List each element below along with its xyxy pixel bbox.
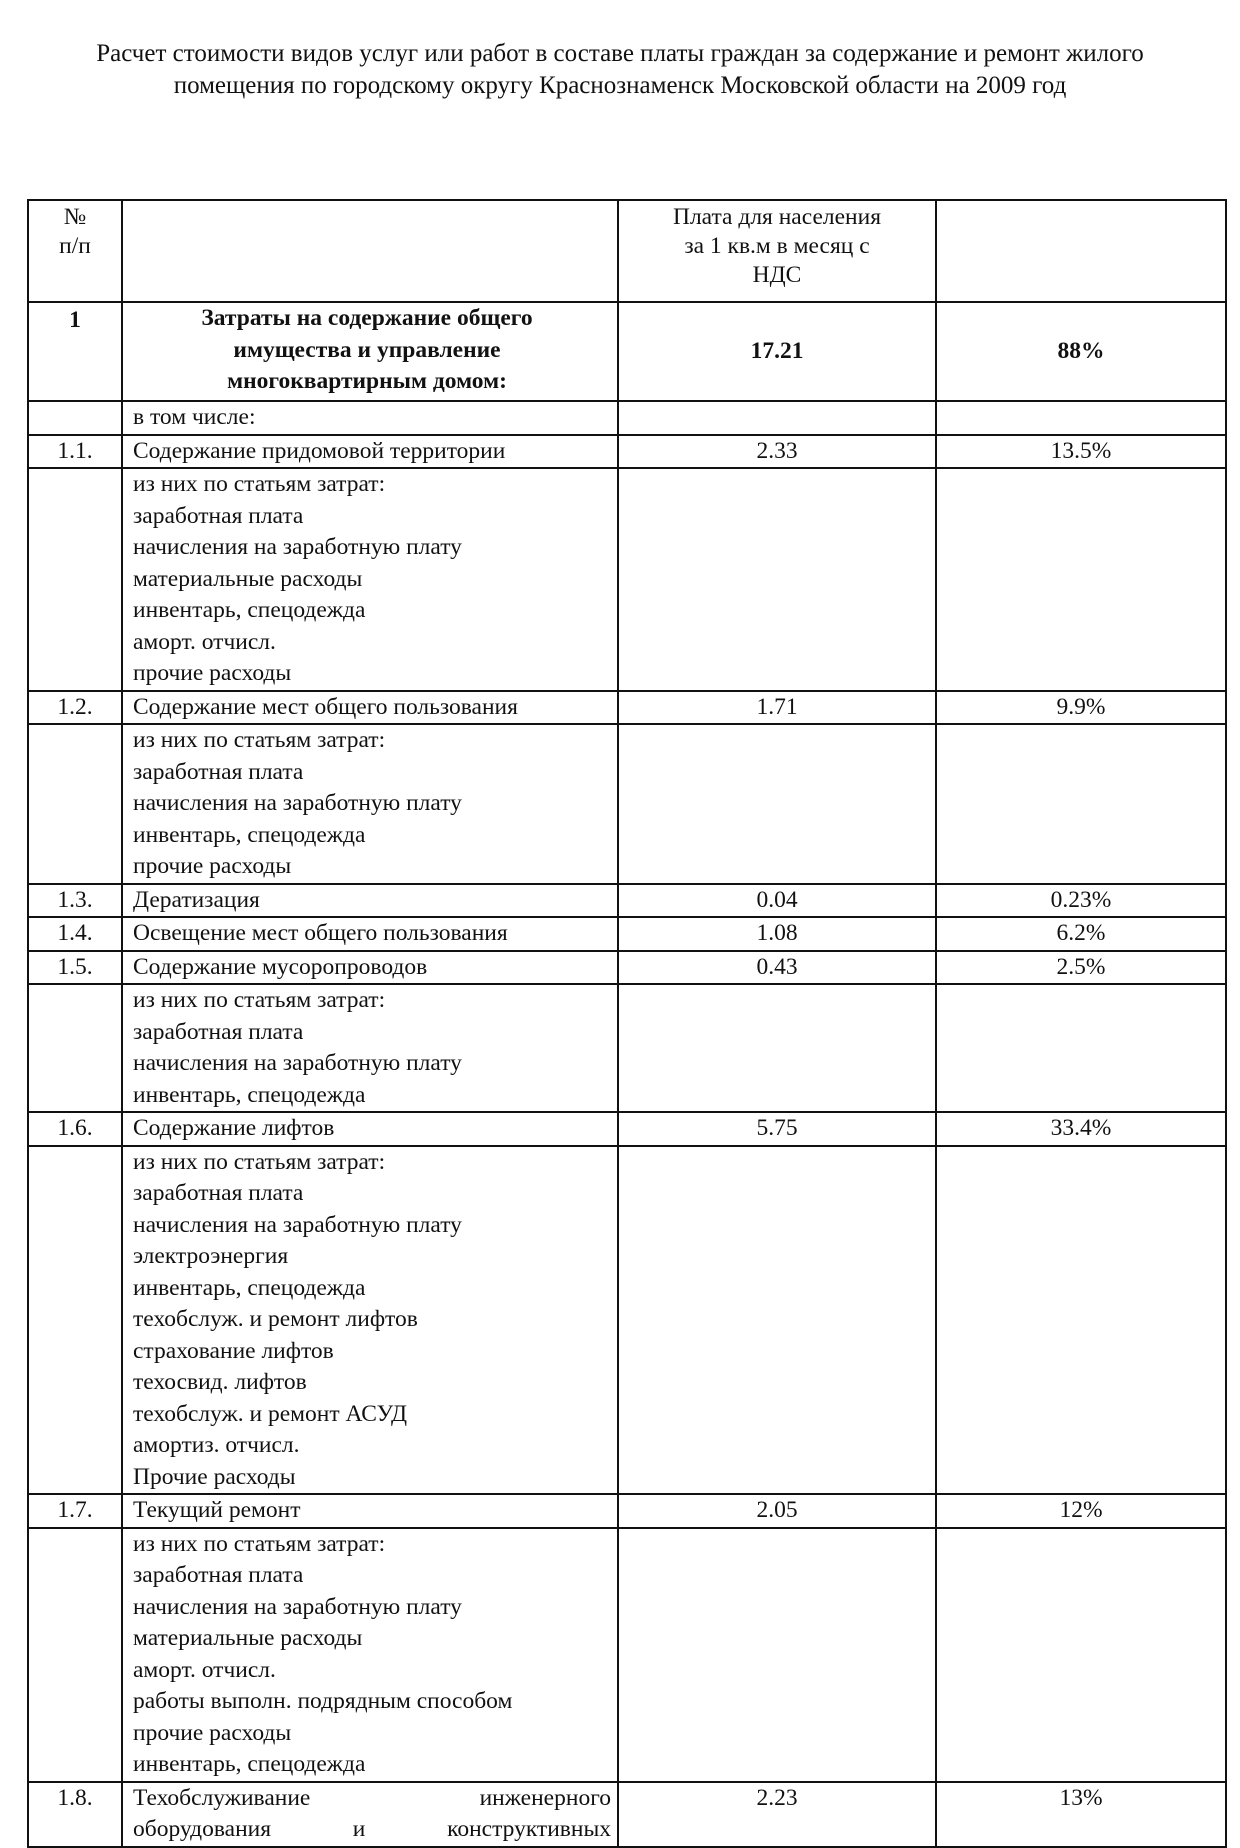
detail-row [28,1528,1226,1782]
detail-item: инвентарь, спецодежда [133,1274,366,1301]
detail-item: прочие расходы [133,660,292,686]
row-share: 12% [936,1494,1226,1528]
row-name: Текущий ремонт [122,1494,618,1528]
detail-item: заработная плата [133,758,304,785]
detail-item: электроэнергия [133,1243,289,1269]
row-share: 0.23% [936,884,1226,918]
detail-item: инвентарь, спецодежда [133,597,366,623]
detail-item: материальные расходы [133,565,363,592]
detail-item: заработная плата [133,1562,304,1588]
detail-item: начисления на заработную плату [133,1050,462,1076]
detail-item: из них по статьям затрат: [133,1148,386,1175]
detail-item: инвентарь, спецодежда [133,1751,366,1777]
row-share: 33.4% [936,1112,1226,1146]
section-share: 88% [936,302,1226,401]
row-name: Содержание лифтов [122,1112,618,1146]
row-num: 1.1. [28,435,122,469]
document-title [30,38,1210,102]
row-share: 2.5% [936,951,1226,985]
detail-item: инвентарь, спецодежда [133,821,366,848]
row-num: 1.6. [28,1112,122,1146]
section-name-line-1: Затраты на содержание общего [201,305,533,331]
row-name: Освещение мест общего пользования [122,917,618,951]
table-row [28,884,1226,918]
detail-item: работы выполн. подрядным способом [133,1688,513,1714]
row-name: Содержание мусоропроводов [122,951,618,985]
table-row [28,691,1226,725]
row-price: 0.04 [618,884,936,918]
title-line-1: Расчет стоимости видов услуг или работ в составе платы граждан за содержание и ремонт жилого [96,40,1144,67]
detail-list [122,984,618,1112]
row-share: 13.5% [936,435,1226,469]
row-name-line-1: Техобслуживание инженерного [133,1784,611,1811]
detail-item: аморт. отчисл. [133,628,276,655]
row-name: Дератизация [122,884,618,918]
row-price: 0.43 [618,951,936,985]
header-num-cell [28,200,122,302]
table-row [28,1782,1226,1847]
section-row [28,302,1226,401]
detail-row [28,724,1226,884]
row-name: Содержание придомовой территории [122,435,618,469]
row-num: 1.4. [28,917,122,951]
table-row [28,401,1226,435]
row-num: 1.3. [28,884,122,918]
detail-row [28,984,1226,1112]
detail-item: аморт. отчисл. [133,1656,276,1683]
row-num: 1.8. [28,1782,122,1847]
header-num-line-2: п/п [59,233,91,259]
table-row [28,951,1226,985]
detail-item: амортиз. отчисл. [133,1432,300,1458]
row-num: 1.7. [28,1494,122,1528]
header-price-line-3: НДС [752,262,802,288]
row-price: 2.23 [618,1782,936,1847]
detail-list [122,724,618,884]
title-line-2: помещения по городскому округу Краснознаменск Московской области на 2009 год [173,72,1067,99]
section-name-line-2: имущества и управление [233,336,501,363]
detail-item: из них по статьям затрат: [133,471,386,497]
table-row [28,917,1226,951]
detail-item: прочие расходы [133,1719,292,1746]
table-header-row [28,200,1226,302]
header-num-line-1: № [63,204,87,230]
header-price-line-1: Плата для населения [672,204,882,230]
detail-item: начисления на заработную плату [133,790,462,816]
detail-item: страхование лифтов [133,1337,334,1364]
header-share-cell [936,200,1226,302]
detail-item: из них по статьям затрат: [133,987,386,1013]
header-name-cell [122,200,618,302]
row-share: 13% [936,1782,1226,1847]
detail-item: из них по статьям затрат: [133,1530,386,1557]
detail-item: техобслуж. и ремонт АСУД [133,1400,407,1427]
header-price-line-2: за 1 кв.м в месяц с [684,233,870,259]
detail-item: материальные расходы [133,1625,363,1651]
detail-item: Прочие расходы [133,1463,296,1490]
row-num: 1.5. [28,951,122,985]
detail-item: из них по статьям затрат: [133,727,386,753]
row-name [122,1782,618,1847]
detail-row [28,468,1226,691]
row-share: 6.2% [936,917,1226,951]
detail-item: заработная плата [133,1180,304,1206]
detail-item: прочие расходы [133,853,292,879]
detail-item: заработная плата [133,1018,304,1045]
row-share: 9.9% [936,691,1226,725]
table-row [28,435,1226,469]
section-price: 17.21 [618,302,936,401]
including-label: в том числе: [122,401,618,435]
row-name: Содержание мест общего пользования [122,691,618,725]
row-num: 1.2. [28,691,122,725]
table-row [28,1112,1226,1146]
detail-item: начисления на заработную плату [133,1211,462,1238]
row-price: 5.75 [618,1112,936,1146]
section-name [122,302,618,401]
section-num: 1 [28,302,122,401]
cost-table [27,199,1227,1848]
detail-item: техобслуж. и ремонт лифтов [133,1306,418,1332]
detail-item: техосвид. лифтов [133,1369,307,1395]
row-price: 1.08 [618,917,936,951]
row-price: 2.05 [618,1494,936,1528]
detail-row [28,1146,1226,1495]
row-price: 1.71 [618,691,936,725]
table-row [28,1494,1226,1528]
detail-item: инвентарь, спецодежда [133,1081,366,1108]
section-name-line-3: многоквартирным домом: [227,368,507,394]
header-price-cell [618,200,936,302]
detail-item: заработная плата [133,502,304,529]
detail-list [122,1528,618,1782]
detail-item: начисления на заработную плату [133,1593,462,1620]
detail-list [122,1146,618,1495]
row-price: 2.33 [618,435,936,469]
row-name-line-2: оборудования и конструктивных [133,1816,611,1842]
detail-item: начисления на заработную плату [133,534,462,560]
detail-list [122,468,618,691]
